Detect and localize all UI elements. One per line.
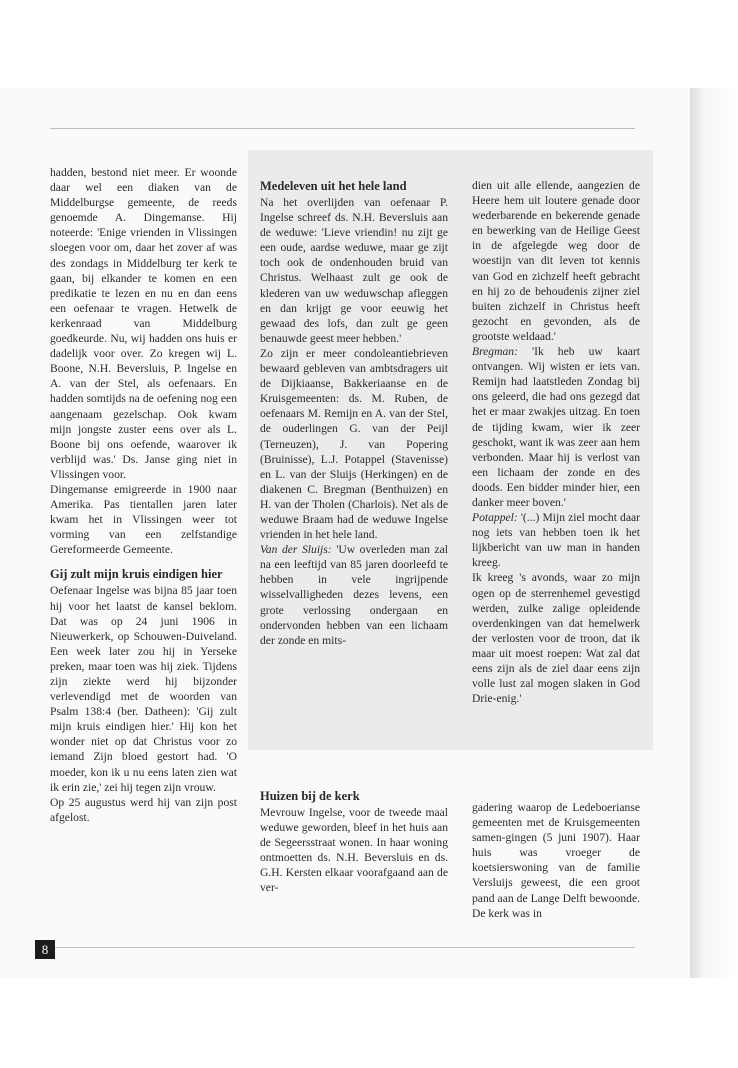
column-2 bbox=[260, 178, 448, 648]
bottom-column-3 bbox=[472, 800, 640, 921]
page-number: 8 bbox=[35, 940, 55, 959]
column-3-paragraph-4: Ik kreeg 's avonds, waar zo mijn ogen op de sterrenhemel gevestigd werden, zulke zalige opleidende overdenkingen van dat hemelwerk der verlosten voor de troon, dat ik maar uit moest roepen: Wat zal dat eens zijn als de ziel daar eens zijn volle lust zal mogen slaken in God Drie-enig.' bbox=[472, 571, 640, 706]
bottom-rule bbox=[50, 947, 635, 948]
column-2-paragraph-2: Zo zijn er meer condoleantiebrieven bewaard gebleven van ambtsdragers uit de Dijkiaanse, Bakkeriaanse en de Kruisgemeenten: ds. M. Ruben, de oefenaars M. Remijn en A. van der Stel, de ouderlingen G. van der Peijl (Terneuzen), J. van Popering (Bruinisse), L.J. Potappel (Stavenisse) en L. van der Sluijs (Herkingen) en de diakenen C. Bregman (Benthuizen) en H. van der Tholen (Charlois). Net als de weduwe Braam had de weduwe Ingelse vrienden in het hele land. bbox=[260, 346, 448, 542]
bottom-column-3-paragraph: gadering waarop de Ledeboerianse gemeenten met de Kruisgemeenten samen-gingen (5 juni 1907). Haar huis was vroeger de koetsierswoning van de familie Versluijs geweest, die een groot pand aan de Lange Delft bewoonde. De kerk was in bbox=[472, 801, 640, 920]
column-3 bbox=[472, 178, 640, 706]
speaker-van-der-sluijs: Van der Sluijs: bbox=[260, 543, 332, 557]
quote-bregman: 'Ik heb uw kaart ontvangen. Wij wisten er iets van. Remijn had laatstleden Zondag bij ons geleerd, die had ons gezegd dat het er maar zwakjes uitzag. En toen de tijding kwam, wier ik zeer geschokt, want ik was zeer aan hem verbonden. Maar hij is verlost van een lichaam der zonde en des doods. Een bidder minder hier, een danker meer boven.' bbox=[472, 345, 640, 509]
bottom-column-2 bbox=[260, 788, 448, 896]
section-heading-huizen: Huizen bij de kerk bbox=[260, 789, 360, 803]
column-1-paragraph-2: Dingemanse emigreerde in 1900 naar Amerika. Pas tientallen jaren later kwam het in Vlissingen weer tot vorming van een zelfstandige Gereformeerde Gemeente. bbox=[50, 482, 237, 557]
bottom-column-2-paragraph: Mevrouw Ingelse, voor de tweede maal weduwe geworden, bleef in het huis aan de Segeersstraat wonen. In haar woning ontmoetten ds. N.H. Beversluis en ds. G.H. Kersten elkaar voorafgaand aan de ver- bbox=[260, 806, 448, 895]
column-1-paragraph-3: Oefenaar Ingelse was bijna 85 jaar toen hij voor het laatst de kansel beklom. Dat was op 24 juni 1906 in Nieuwerkerk, op Schouwen-Duiveland. Een week later zou hij in Yerseke preken, maar toen was hij ziek. Tijdens zijn ziekte werd hij bijzonder verlevendigd met de woorden van Psalm 138:4 (ber. Datheen): 'Gij zult mijn kruis eindigen hier.' Hij kon het wonder niet op dat Christus voor zo iemand Zijn bloed gestort had. 'O moeder, kon ik u nu eens laten zien wat ik erin zie,' zei hij tegen zijn vrouw. bbox=[50, 584, 237, 794]
column-3-paragraph-2 bbox=[472, 344, 640, 510]
column-1-paragraph-1: hadden, bestond niet meer. Er woonde daar wel een diaken van de Middelburgse gemeente, de reeds genoemde A. Dingemanse. Hij noteerde: 'Enige vrienden in Vlissingen sloegen voor om, daar het zover af was des zondags in Middelburg ter kerk te gaan, bij elkander te komen en een predikatie te lezen en nu en dan eens een oefenaar te vragen. Hetwelk de kerkenraad van Middelburg goedkeurde. Nu, wij hadden ons huis er dadelijk voor over. Zo kregen wij L. Boone, N.H. Beversluis, P. Ingelse en A. van der Stel, als oefenaars. En hadden somtijds na de oefening nog een aangenaam gezelschap. Ook kwam mijn jongste zuster eens over als L. Boone bij ons oefende, waarover ik verblijd was.' Ds. Janse ging niet in Vlissingen voor. bbox=[50, 166, 237, 481]
page-edge-shadow bbox=[690, 88, 738, 978]
section-heading-kruis: Gij zult mijn kruis eindigen hier bbox=[50, 567, 223, 582]
column-1-paragraph-4: Op 25 augustus werd hij van zijn post afgelost. bbox=[50, 795, 237, 824]
top-rule bbox=[50, 128, 635, 129]
column-3-paragraph-1: dien uit alle ellende, aangezien de Heere hem uit loutere genade door wederbarende en bekerende genade en bewerking van de Heilige Geest in de afgelegde weg door de woestijn van dit leven tot kennis van God en zichzelf heeft gebracht en hij zo de behoudenis zijner ziel buiten zichzelf in Christus heeft gezocht en gevonden, als de grootste weldaad.' bbox=[472, 179, 640, 343]
quote-van-der-sluijs: 'Uw overleden man zal na een leeftijd van 85 jaren doorleefd te hebben in vele ingrijpende wisselvalligheden dezes levens, een grote verlossing ondergaan en ondervonden hebben van een lichaam der zonde en mits- bbox=[260, 543, 449, 647]
column-3-paragraph-3 bbox=[472, 510, 640, 570]
speaker-potappel: Potappel: bbox=[472, 511, 518, 525]
quote-potappel: '(...) Mijn ziel mocht daar nog iets van hebben toen ik het lijkbericht van uw man in handen kreeg. bbox=[472, 511, 640, 570]
section-heading-medeleven: Medeleven uit het hele land bbox=[260, 179, 407, 193]
column-2-paragraph-1: Na het overlijden van oefenaar P. Ingelse schreef ds. N.H. Beversluis aan de weduwe: 'Lieve vriendin! nu zijt ge een oude, aardse weduwe, maar ge zijt toch ook de ondenhouden bruid van Christus. Welhaast zult ge ook de klederen van uw weduwschap afleggen en dan krijgt ge voor eeuwig het gewaad des lofs, dan zult ge geen benauwde geest meer hebben.' bbox=[260, 196, 448, 345]
speaker-bregman: Bregman: bbox=[472, 345, 518, 359]
column-1 bbox=[50, 165, 237, 825]
column-2-paragraph-3 bbox=[260, 542, 448, 648]
